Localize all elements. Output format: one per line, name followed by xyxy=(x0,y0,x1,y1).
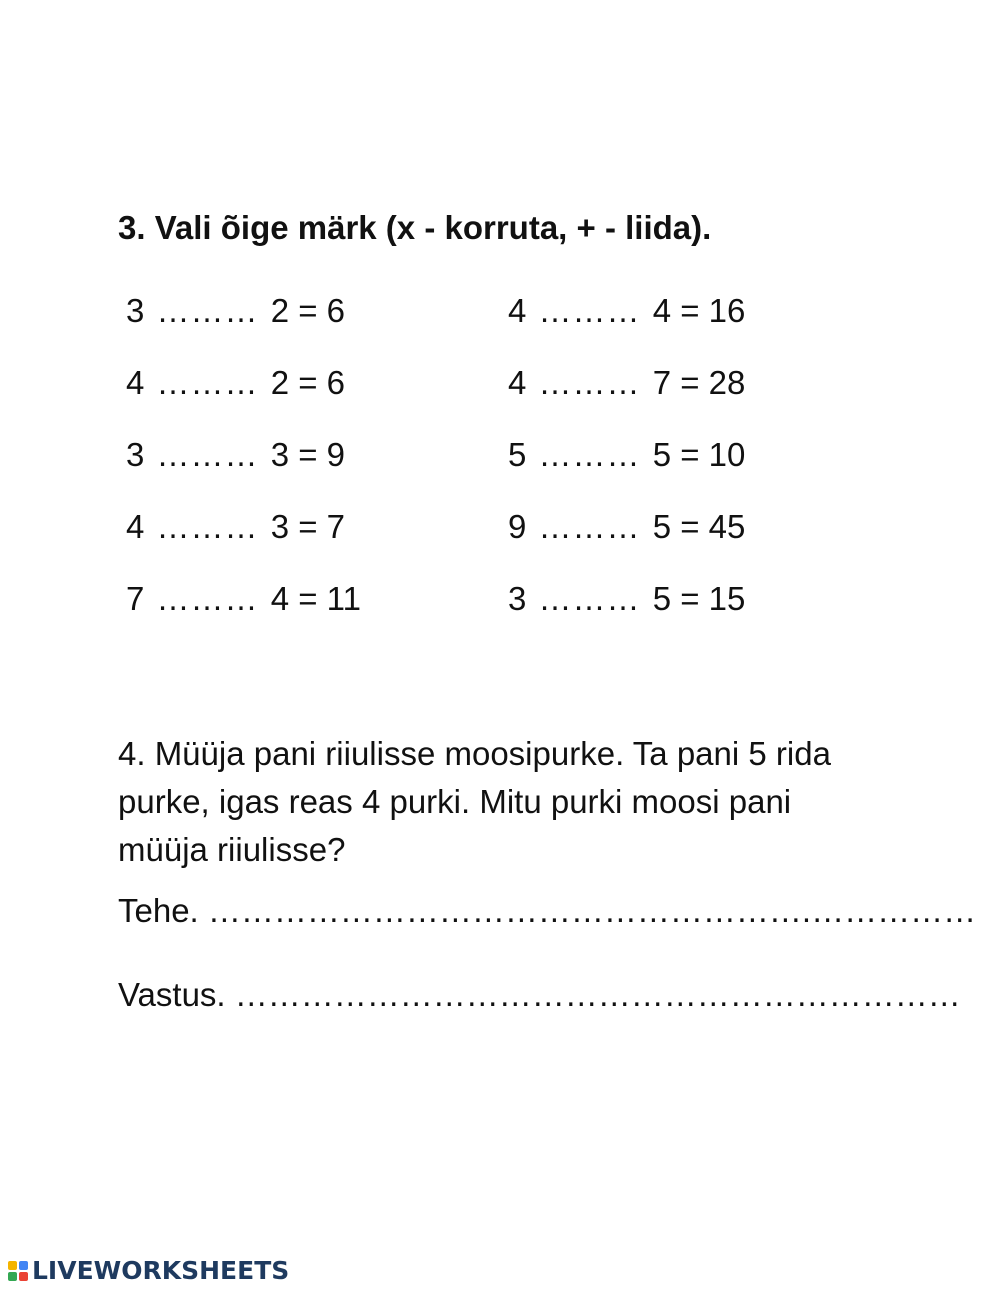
equation-rest: 3 = 9 xyxy=(270,436,346,473)
operator-blank[interactable]: ……… xyxy=(538,436,641,473)
brand-name: LIVEWORKSHEETS xyxy=(32,1256,290,1285)
equation-row xyxy=(508,574,745,646)
logo-square xyxy=(19,1261,28,1270)
equation-row xyxy=(508,358,745,430)
equation-rest: 2 = 6 xyxy=(270,364,346,401)
equation-rest: 4 = 16 xyxy=(652,292,746,329)
task-3-heading: 3. Vali õige märk (x - korruta, + - liida). xyxy=(118,209,712,246)
equation-row xyxy=(508,430,745,502)
logo-square xyxy=(8,1272,17,1281)
calculation-label: Tehe. xyxy=(118,892,199,929)
equation-rest: 7 = 28 xyxy=(652,364,746,401)
answer-label: Vastus. xyxy=(118,976,226,1013)
operator-blank[interactable]: ……… xyxy=(538,364,641,401)
equation-row xyxy=(126,574,361,646)
footer-logo xyxy=(8,1256,289,1286)
equation-row xyxy=(126,430,361,502)
equation-row xyxy=(126,358,361,430)
operator-blank[interactable]: ……… xyxy=(538,580,641,617)
first-operand: 4 xyxy=(126,364,145,401)
answer-line xyxy=(118,971,961,1019)
equation-rest: 4 = 11 xyxy=(270,580,361,617)
logo-square xyxy=(19,1272,28,1281)
calculation-input[interactable]: ……………………………………………….…………… xyxy=(207,892,977,929)
operator-blank[interactable]: ……… xyxy=(538,508,641,545)
operator-blank[interactable]: ……… xyxy=(538,292,641,329)
equation-row xyxy=(126,286,361,358)
equation-rest: 5 = 10 xyxy=(652,436,746,473)
operator-blank[interactable]: ……… xyxy=(156,580,259,617)
equation-row xyxy=(126,502,361,574)
equation-rest: 2 = 6 xyxy=(270,292,346,329)
first-operand: 7 xyxy=(126,580,145,617)
first-operand: 3 xyxy=(126,436,145,473)
operator-blank[interactable]: ……… xyxy=(156,292,259,329)
equation-rest: 5 = 15 xyxy=(652,580,746,617)
operator-blank[interactable]: ……… xyxy=(156,364,259,401)
task-4-problem-text: 4. Müüja pani riiulisse moosipurke. Ta pani 5 rida purke, igas reas 4 purki. Mitu purki moosi pani müüja riiulisse? xyxy=(118,735,831,868)
first-operand: 9 xyxy=(508,508,527,545)
first-operand: 5 xyxy=(508,436,527,473)
operator-blank[interactable]: ……… xyxy=(156,508,259,545)
operator-blank[interactable]: ……… xyxy=(156,436,259,473)
first-operand: 4 xyxy=(508,292,527,329)
first-operand: 3 xyxy=(126,292,145,329)
equation-column-left xyxy=(126,286,361,646)
liveworksheets-logo-icon xyxy=(8,1261,28,1281)
equation-row xyxy=(508,286,745,358)
equation-rest: 3 = 7 xyxy=(270,508,346,545)
first-operand: 3 xyxy=(508,580,527,617)
first-operand: 4 xyxy=(126,508,145,545)
first-operand: 4 xyxy=(508,364,527,401)
calculation-line xyxy=(118,887,976,935)
logo-square xyxy=(8,1261,17,1270)
answer-input[interactable]: ………………………………………………………… xyxy=(234,976,961,1013)
equation-rest: 5 = 45 xyxy=(652,508,746,545)
equation-column-right xyxy=(508,286,745,646)
equation-row xyxy=(508,502,745,574)
